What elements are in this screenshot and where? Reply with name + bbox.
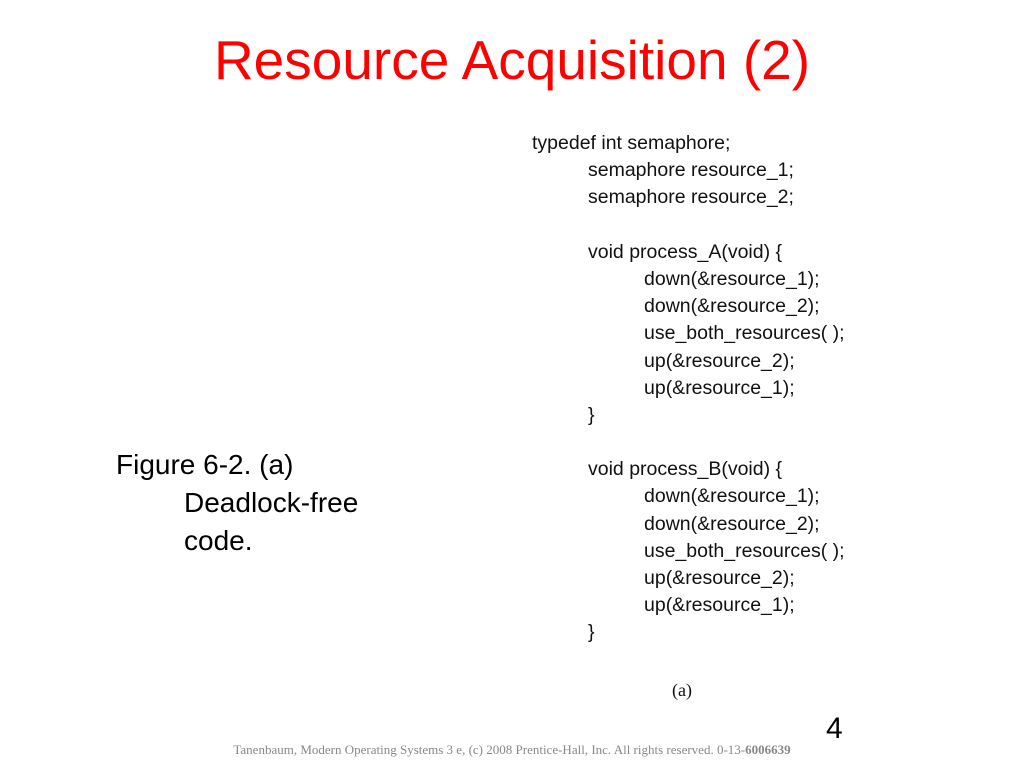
code-line: [532, 429, 952, 456]
code-line: typedef int semaphore;: [532, 132, 731, 154]
code-line: down(&resource_1);: [644, 267, 820, 290]
code-line: semaphore resource_2;: [588, 186, 794, 209]
code-line: down(&resource_2);: [644, 512, 820, 535]
code-line: semaphore resource_1;: [588, 159, 794, 182]
code-line: }: [588, 621, 595, 644]
footer-text: Tanenbaum, Modern Operating Systems 3 e, (c) 2008 Prentice-Hall, Inc. All rights reserved. 0-13-: [233, 742, 746, 757]
caption-line: code.: [184, 525, 253, 556]
code-line: void process_A(void) {: [588, 240, 783, 263]
footer-isbn-suffix: 6006639: [745, 742, 791, 757]
code-line: }: [588, 403, 595, 426]
code-line: down(&resource_1);: [644, 485, 820, 508]
caption-line: Figure 6-2. (a): [116, 449, 294, 480]
code-line: use_both_resources( );: [644, 322, 845, 345]
code-line: [532, 212, 952, 239]
figure-sublabel: (a): [672, 680, 692, 700]
code-line: use_both_resources( );: [644, 539, 845, 562]
code-line: up(&resource_1);: [644, 376, 795, 399]
code-line: up(&resource_2);: [644, 567, 795, 589]
figure-caption: [116, 446, 416, 560]
code-line: down(&resource_2);: [644, 295, 820, 318]
code-line: void process_B(void) {: [588, 458, 783, 481]
code-figure: [532, 130, 952, 647]
caption-line: Deadlock-free: [184, 487, 359, 518]
slide-title: Resource Acquisition (2): [213, 29, 811, 91]
page-number: 4: [826, 712, 843, 745]
copyright-footer: [0, 742, 1024, 758]
code-line: up(&resource_1);: [644, 594, 795, 617]
code-line: up(&resource_2);: [644, 349, 795, 372]
